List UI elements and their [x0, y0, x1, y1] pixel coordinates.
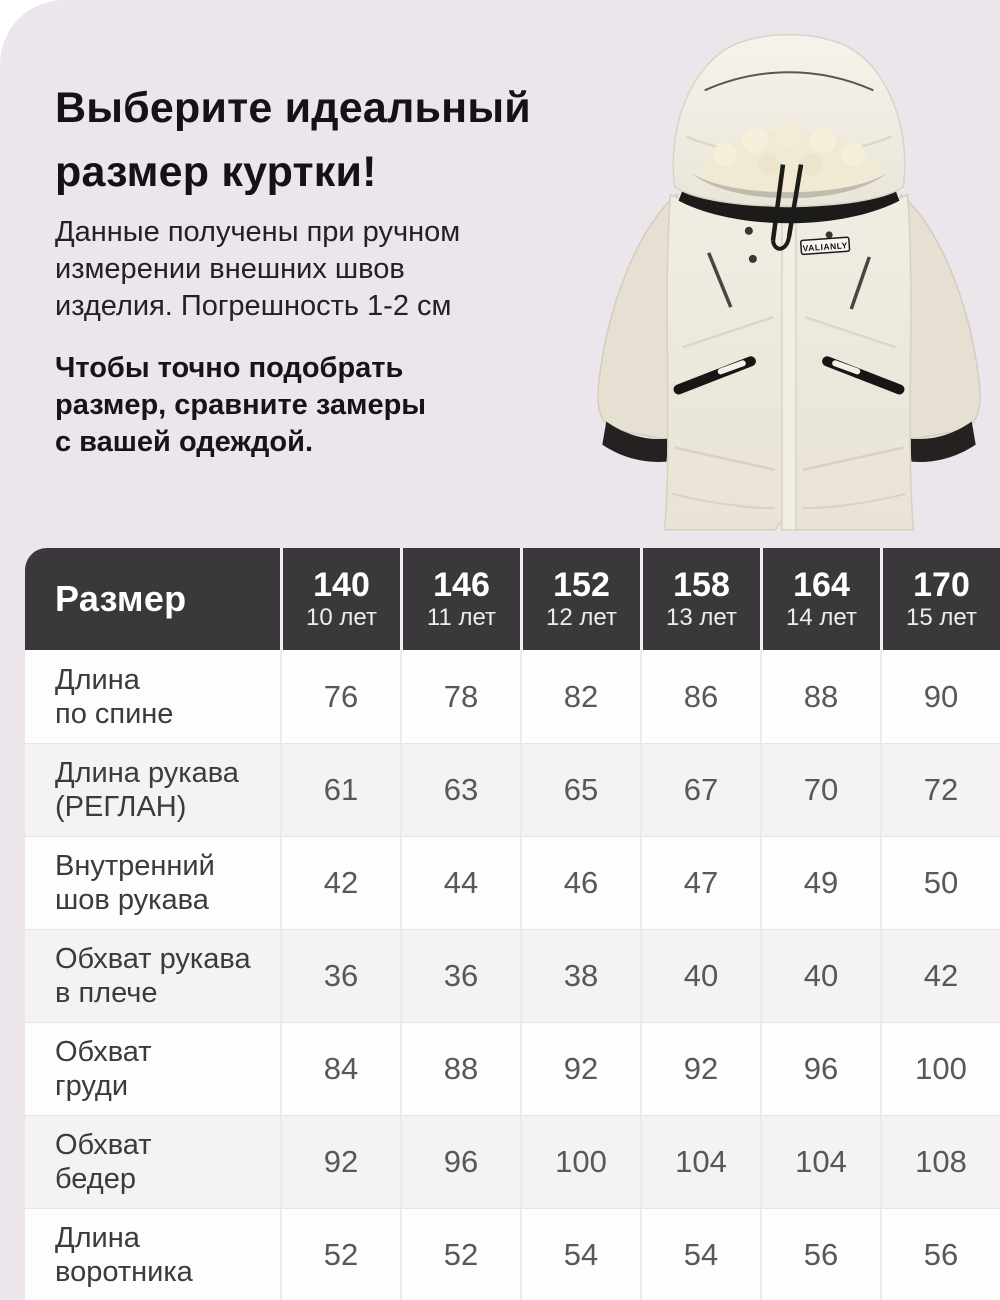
table-cell: 70 — [760, 744, 880, 836]
size-value: 164 — [793, 566, 850, 604]
table-cell: 76 — [280, 650, 400, 743]
table-cell: 36 — [400, 930, 520, 1022]
table-row — [25, 929, 1000, 1022]
table-cell: 104 — [760, 1116, 880, 1208]
size-header-146 — [400, 548, 520, 650]
table-cell: 108 — [880, 1116, 1000, 1208]
table-cell: 92 — [520, 1023, 640, 1115]
table-row — [25, 836, 1000, 929]
brand-patch — [801, 237, 850, 254]
table-cell: 90 — [880, 650, 1000, 743]
table-cell: 92 — [280, 1116, 400, 1208]
table-cell: 42 — [280, 837, 400, 929]
table-cell: 63 — [400, 744, 520, 836]
table-cell: 88 — [760, 650, 880, 743]
table-cell: 100 — [880, 1023, 1000, 1115]
age-value: 12 лет — [546, 604, 617, 631]
table-cell: 49 — [760, 837, 880, 929]
age-value: 10 лет — [306, 604, 377, 631]
table-row — [25, 650, 1000, 743]
size-value: 140 — [313, 566, 370, 604]
size-header-164 — [760, 548, 880, 650]
table-cell: 65 — [520, 744, 640, 836]
brand-patch-text: VALIANLY — [802, 240, 849, 254]
page-title: Выберите идеальный размер куртки! — [55, 84, 531, 196]
table-cell: 72 — [880, 744, 1000, 836]
table-cell: 78 — [400, 650, 520, 743]
table-cell: 86 — [640, 650, 760, 743]
table-cell: 40 — [640, 930, 760, 1022]
table-cell: 38 — [520, 930, 640, 1022]
table-cell: 61 — [280, 744, 400, 836]
row-label: Длина рукава (РЕГЛАН) — [55, 757, 239, 823]
table-cell: 100 — [520, 1116, 640, 1208]
table-cell: 56 — [760, 1209, 880, 1300]
hero-note: Чтобы точно подобрать размер, сравните замеры с вашей одеждой. — [55, 352, 427, 458]
table-cell: 52 — [400, 1209, 520, 1300]
size-column-header: Размер — [55, 578, 187, 619]
age-value: 11 лет — [426, 604, 497, 631]
table-cell: 40 — [760, 930, 880, 1022]
snap-button — [826, 231, 833, 238]
table-cell: 84 — [280, 1023, 400, 1115]
age-value: 13 лет — [666, 604, 737, 631]
jacket-image — [578, 14, 1000, 546]
table-cell: 36 — [280, 930, 400, 1022]
size-value: 152 — [553, 566, 610, 604]
row-label: Внутренний шов рукава — [55, 850, 215, 916]
snap-button — [749, 255, 757, 263]
table-cell: 54 — [520, 1209, 640, 1300]
age-value: 15 лет — [906, 604, 977, 631]
row-label: Длина по спине — [55, 663, 174, 730]
size-table — [25, 548, 1000, 1300]
row-label: Обхват рукава в плече — [55, 943, 251, 1009]
table-cell: 82 — [520, 650, 640, 743]
size-value: 158 — [673, 566, 730, 604]
size-header-170 — [880, 548, 1000, 650]
table-row — [25, 1115, 1000, 1208]
table-row — [25, 743, 1000, 836]
table-row — [25, 1022, 1000, 1115]
jacket-body — [665, 195, 914, 530]
snap-button — [745, 227, 753, 235]
row-label: Обхват груди — [55, 1036, 152, 1102]
table-row — [25, 1208, 1000, 1300]
table-cell: 47 — [640, 837, 760, 929]
table-cell: 96 — [760, 1023, 880, 1115]
size-value: 170 — [913, 566, 970, 604]
table-cell: 92 — [640, 1023, 760, 1115]
table-cell: 46 — [520, 837, 640, 929]
jacket-placket — [782, 213, 796, 530]
size-header-158 — [640, 548, 760, 650]
size-header-152 — [520, 548, 640, 650]
table-cell: 42 — [880, 930, 1000, 1022]
table-cell: 54 — [640, 1209, 760, 1300]
size-header-140 — [280, 548, 400, 650]
age-value: 14 лет — [786, 604, 857, 631]
table-body — [25, 650, 1000, 1300]
table-header-row — [25, 548, 1000, 650]
size-value: 146 — [433, 566, 490, 604]
table-cell: 96 — [400, 1116, 520, 1208]
table-cell: 52 — [280, 1209, 400, 1300]
table-cell: 44 — [400, 837, 520, 929]
table-cell: 50 — [880, 837, 1000, 929]
table-cell: 88 — [400, 1023, 520, 1115]
table-cell: 56 — [880, 1209, 1000, 1300]
row-label: Длина воротника — [55, 1222, 193, 1288]
row-label: Обхват бедер — [55, 1129, 152, 1195]
table-cell: 104 — [640, 1116, 760, 1208]
hero-subtitle: Данные получены при ручном измерении внешних швов изделия. Погрешность 1-2 см — [55, 216, 461, 322]
table-cell: 67 — [640, 744, 760, 836]
